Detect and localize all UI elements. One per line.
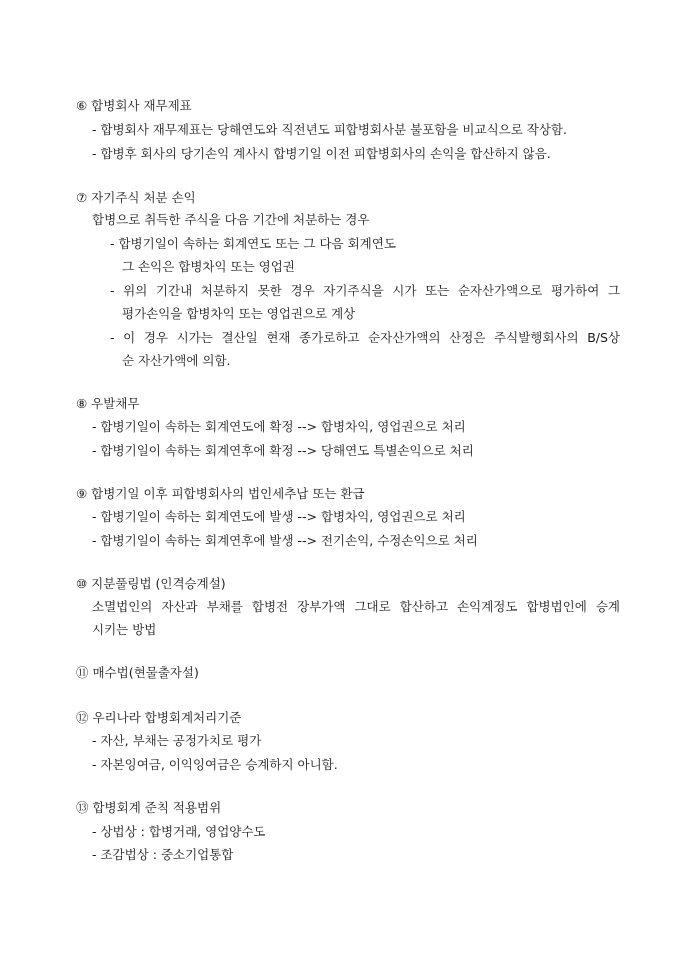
list-item: - 상법상 : 합병거래, 영업양수도 [92, 824, 266, 839]
section-heading: ⑥ 합병회사 재무제표 [76, 98, 192, 113]
paragraph-text: 시키는 방법 [92, 622, 157, 637]
list-item: - 자본잉여금, 이익잉여금은 승계하지 아니함. [92, 757, 338, 772]
list-item: - 합병후 회사의 당기손익 계사시 합병기일 이전 피합병회사의 손익을 합산하지 않음. [92, 146, 551, 161]
section-heading: ⑫ 우리나라 합병회계처리기준 [76, 710, 242, 725]
list-item: - 합병기일이 속하는 회계연도에 확정 --> 합병차익, 영업권으로 처리 [92, 419, 466, 434]
section-heading: ⑨ 합병기일 이후 피합병회사의 법인세추납 또는 환급 [76, 486, 365, 501]
list-item: - 위의 기간내 처분하지 못한 경우 자기주식을 시가 또는 순자산가액으로 평가하여 그 [110, 283, 620, 298]
section-heading: ⑩ 지분풀링법 (인격승계설) [76, 576, 226, 591]
list-item: - 합병기일이 속하는 회계연후에 발생 --> 전기손익, 수정손익으로 처리 [92, 533, 478, 548]
list-item: - 합병기일이 속하는 회계연도에 발생 --> 합병차익, 영업권으로 처리 [92, 509, 466, 524]
list-item: - 합병기일이 속하는 회계연후에 확정 --> 당해연도 특별손익으로 처리 [92, 443, 474, 458]
list-item: - 이 경우 시가는 결산일 현재 종가로하고 순자산가액의 산정은 주식발행회사의 B/S상 [110, 330, 620, 345]
list-item-continuation: 그 손익은 합병차익 또는 영업권 [122, 259, 295, 274]
list-item: - 합병기일이 속하는 회계연도 또는 그 다음 회계연도 [110, 236, 396, 251]
section-heading: ⑪ 매수법(현물출자설) [76, 665, 199, 680]
list-item: - 자산, 부채는 공정가치로 평가 [92, 733, 262, 748]
section-heading: ⑬ 합병회계 준칙 적용범위 [76, 800, 222, 815]
section-heading: ⑦ 자기주식 처분 손익 [76, 190, 196, 205]
list-item-continuation: 순 자산가액에 의함. [122, 353, 231, 368]
list-item-continuation: 평가손익을 합병차익 또는 영업권으로 계상 [122, 306, 356, 321]
section-heading: ⑧ 우발채무 [76, 396, 140, 411]
list-item: - 합병회사 재무제표는 당해연도와 직전년도 피합병회사분 불포함을 비교식으로 작상함. [92, 122, 567, 137]
list-item: - 조감법상 : 중소기업통합 [92, 847, 234, 862]
paragraph-text: 소멸법인의 자산과 부채를 합병전 장부가액 그대로 합산하고 손익계정도 합병법인에 승계 [92, 599, 620, 614]
paragraph-text: 합병으로 취득한 주식을 다음 기간에 처분하는 경우 [92, 212, 370, 227]
